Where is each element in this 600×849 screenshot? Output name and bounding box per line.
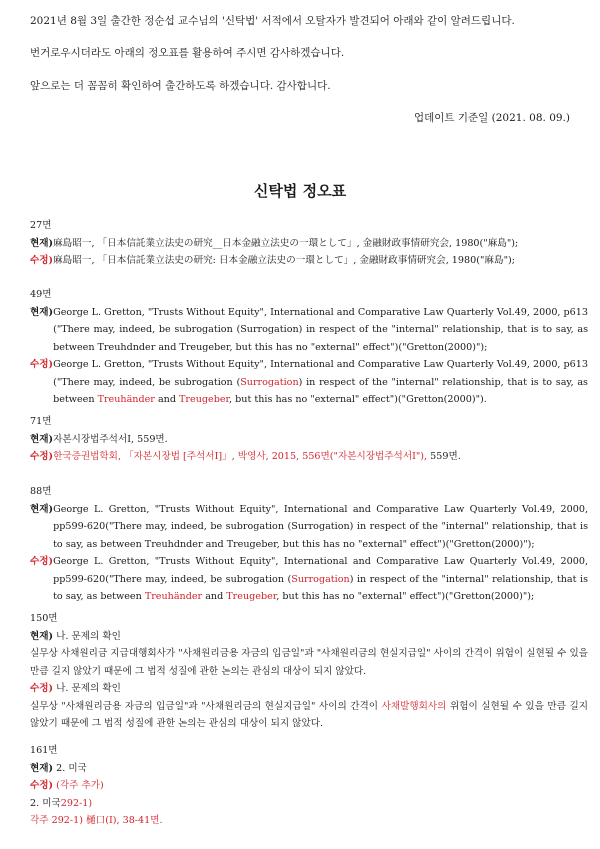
fixed-text: 실무상 "사채원리금용 자금의 입금일"과 "사채원리금의 현실지급일" 사이의 간격이 사채발행회사의 위험이 실현될 수 있을 만큼 길지 않았기 때문에 그 법적 성질에 관한 논의는 관심의 대상이 되지 않았다. — [30, 700, 588, 729]
fixed-label: 수정) — [30, 556, 54, 567]
footnote-marker: 292-1) — [60, 797, 93, 809]
current-label: 현재) — [30, 433, 54, 445]
fixed-note: (각주 추가) — [56, 780, 104, 791]
corrected-word: Treuhänder — [144, 591, 203, 602]
section-p88 — [30, 483, 588, 606]
current-entry — [30, 628, 588, 646]
corrected-word: Treugeber — [179, 394, 230, 405]
page-title: 신탁법 정오표 — [253, 182, 347, 200]
current-label: 현재) — [30, 762, 54, 774]
intro-line-1: 2021년 8월 3일 출간한 정순섭 교수님의 '신탁법' 서적에서 오탈자가 발견되어 아래와 같이 알려드립니다. — [30, 15, 515, 27]
current-label: 현재) — [30, 237, 54, 249]
current-text: 2. 미국 — [56, 762, 87, 774]
current-entry — [30, 304, 588, 357]
section-p150 — [30, 610, 588, 733]
intro-line-2: 번거로우시더라도 아래의 정오표를 활용하여 주시면 감사하겠습니다. — [30, 47, 345, 59]
page-number: 88면 — [30, 486, 52, 497]
page-number: 150면 — [30, 613, 58, 624]
footnote-text: 각주 292-1) 樋口(I), 38-41면. — [30, 815, 163, 826]
fixed-label: 수정) — [30, 359, 54, 370]
fixed-entry — [30, 553, 588, 606]
current-label: 현재) — [30, 503, 54, 515]
section-p71 — [30, 413, 588, 466]
fixed-entry — [30, 356, 588, 409]
page-number: 71면 — [30, 416, 52, 427]
current-entry — [30, 235, 588, 253]
section-p161 — [30, 742, 588, 830]
current-text: 자본시장법주석서I, 559면. — [53, 433, 168, 445]
fixed-label: 수정) — [30, 255, 54, 266]
current-entry — [30, 501, 588, 554]
fixed-text: George L. Gretton, "Trusts Without Equity", International and Comparative Law Quarterly Vol.49, 2000, p613 ("There may, indeed, be subrogation (Surrogation) in respect of the "internal" relationship, that is to say, as between Treuhänder and Treugeber, but this has no "external" effect")("Gretton(2000)"). — [53, 359, 588, 405]
section-p27 — [30, 217, 588, 270]
fixed-entry — [30, 680, 588, 698]
corrected-word: Surrogation — [240, 376, 299, 388]
fixed-text: 麻島昭一, 「日本信託業立法史の研究: 日本金融立法史の一環として」, 金融財政事情研究会, 1980("麻島"); — [53, 255, 515, 266]
corrected-word: Treugeber — [226, 591, 277, 602]
fixed-text: 한국증권법학회, 「자본시장법 [주석서I]」, 박영사, 2015, 556면("자본시장법주석서I"), 559면. — [53, 451, 461, 462]
page-number: 49면 — [30, 289, 52, 300]
fixed-entry — [30, 777, 588, 795]
current-label: 현재) — [30, 306, 54, 318]
fixed-label: 수정) — [30, 780, 54, 791]
current-label: 현재) — [30, 630, 54, 642]
fixed-entry — [30, 252, 588, 270]
page-number: 161면 — [30, 745, 58, 756]
fixed-entry — [30, 448, 588, 466]
current-heading: 나. 문제의 확인 — [56, 630, 121, 642]
corrected-citation: 한국증권법학회, 「자본시장법 [주석서I]」, 박영사, 2015, 556면("자본시장법주석서I"), — [53, 451, 428, 462]
fixed-label: 수정) — [30, 683, 54, 694]
intro-line-3: 앞으로는 더 꼼꼼히 확인하여 출간하도록 하겠습니다. 감사합니다. — [30, 80, 331, 92]
page-number: 27면 — [30, 220, 52, 231]
section-p49 — [30, 286, 588, 409]
corrected-word: Surrogation — [291, 573, 350, 585]
current-text: 실무상 사채원리금 지급대행회사가 "사채원리금용 자금의 입금일"과 "사채원리금의 현실지급일" 사이의 간격이 위험이 실현될 수 있을 만큼 길지 않았기 때문에 그 법적 성질에 관한 논의는 관심의 대상이 되지 않았다. — [30, 648, 588, 677]
fixed-text: George L. Gretton, "Trusts Without Equity", International and Comparative Law Quarterly Vol.49, 2000, pp599-620("There may, indeed, be subrogation (Surrogation) in respect of the "internal" relationship, that is to say, as between Treuhänder and Treugeber, but this has no "external" effect")("Gretton(2000)"); — [53, 556, 588, 602]
current-entry — [30, 431, 588, 449]
current-text: George L. Gretton, "Trusts Without Equity", International and Comparative Law Quarterly Vol.49, 2000, pp599-620("There may, indeed, be subrogation (Surrogation) in respect of the "internal" relationship, that is to say, as between Treuhdnder and Treugeber, but this has no "external" effect")("Gretton(2000)"); — [53, 503, 588, 550]
current-text: George L. Gretton, "Trusts Without Equity", International and Comparative Law Quarterly Vol.49, 2000, p613 ("There may, indeed, be subrogation (Surrogation) in respect of the "internal" relationship, that is to say, as between Treuhdnder and Treugeber, but this has no "external" effect")("Gretton(2000)"); — [53, 306, 588, 353]
corrected-word: Treuhänder — [97, 394, 155, 405]
fixed-heading: 나. 문제의 확인 — [56, 683, 121, 694]
update-date: 업데이트 기준일 (2021. 08. 09.) — [413, 112, 570, 124]
fixed-heading: 2. 미국292-1) — [30, 797, 93, 809]
fixed-label: 수정) — [30, 451, 54, 462]
current-entry — [30, 760, 588, 778]
current-text: 麻島昭一, 「日本信託業立法史の研究__日本金融立法史の一環として」, 金融財政事情研究会, 1980("麻島"); — [53, 237, 519, 249]
corrected-word: 사채발행회사의 — [381, 700, 447, 712]
